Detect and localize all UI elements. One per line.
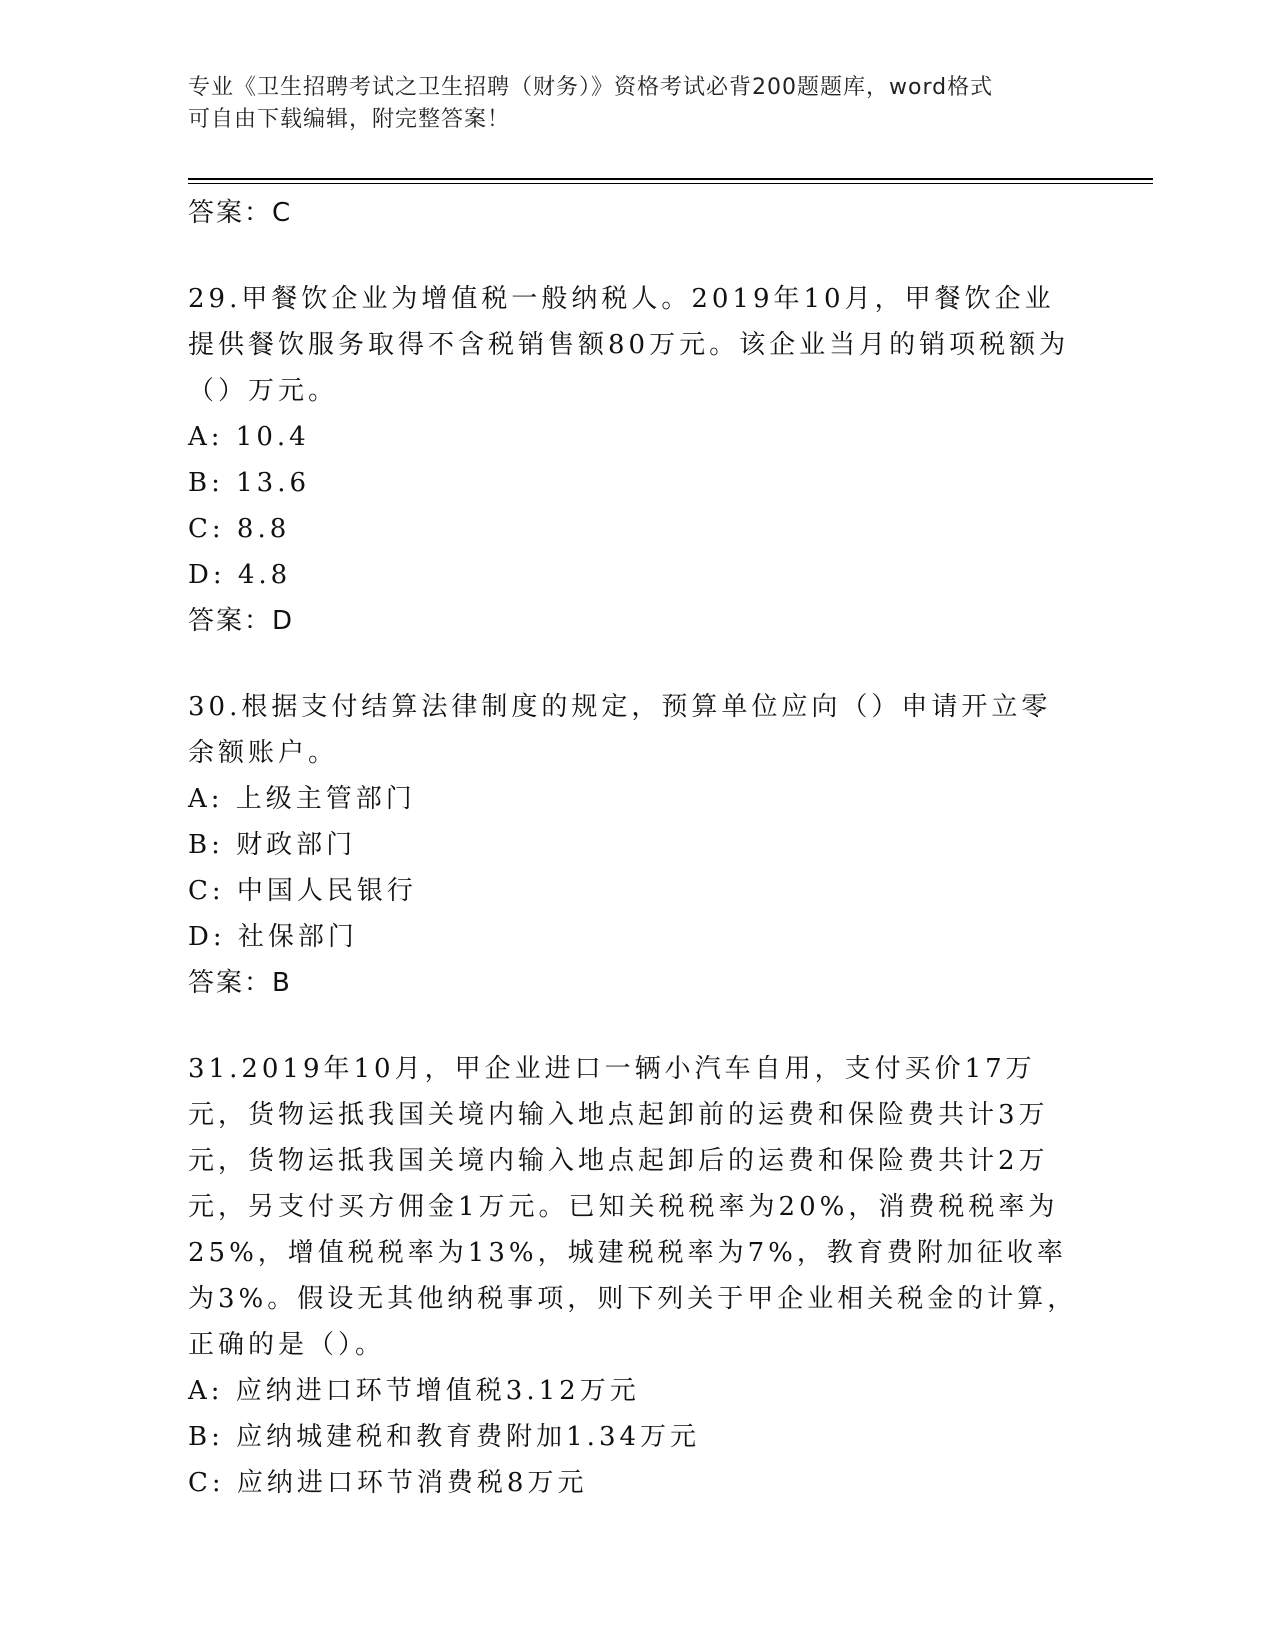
- option-a: A: 上级主管部门: [188, 784, 416, 814]
- option-d: D: 4.8: [188, 560, 292, 590]
- option-d: D: 社保部门: [188, 922, 358, 952]
- question-content: [188, 190, 1078, 1506]
- header-line-2: 可自由下载编辑，附完整答案！: [188, 107, 511, 132]
- question-30: [188, 684, 1078, 1006]
- option-c: C: 应纳进口环节消费税8万元: [188, 1468, 588, 1498]
- question-29: [188, 276, 1078, 644]
- option-b: B: 应纳城建税和教育费附加1.34万元: [188, 1422, 701, 1452]
- question-stem: 29.甲餐饮企业为增值税一般纳税人。2019年10月，甲餐饮企业提供餐饮服务取得不含税销售额80万元。该企业当月的销项税额为（）万元。: [188, 284, 1070, 406]
- header-rule-thin: [188, 183, 1153, 184]
- header-line-1: 专业《卫生招聘考试之卫生招聘（财务）》资格考试必背200题题库，word格式: [188, 75, 994, 100]
- document-header: [188, 72, 1088, 136]
- answer-line: 答案：D: [188, 606, 295, 636]
- option-b: B: 财政部门: [188, 830, 357, 860]
- option-a: A: 10.4: [188, 422, 310, 452]
- option-c: C: 8.8: [188, 514, 291, 544]
- answer-line: 答案：B: [188, 968, 292, 998]
- option-c: C: 中国人民银行: [188, 876, 417, 906]
- question-31: [188, 1046, 1078, 1506]
- answer-line: 答案：C: [188, 198, 293, 228]
- question-stem: 31.2019年10月，甲企业进口一辆小汽车自用，支付买价17万元，货物运抵我国关境内输入地点起卸前的运费和保险费共计3万元，货物运抵我国关境内输入地点起卸后的运费和保险费共计2万元，另支付买方佣金1万元。已知关税税率为20%，消费税税率为25%，增值税税率为13%，城建税税率为7%，教育费附加征收率为3%。假设无其他纳税事项，则下列关于甲企业相关税金的计算，正确的是（）。: [188, 1054, 1078, 1360]
- question-stem: 30.根据支付结算法律制度的规定，预算单位应向（）申请开立零余额账户。: [188, 692, 1052, 768]
- option-a: A: 应纳进口环节增值税3.12万元: [188, 1376, 640, 1406]
- option-b: B: 13.6: [188, 468, 311, 498]
- header-rule-thick: [188, 178, 1153, 180]
